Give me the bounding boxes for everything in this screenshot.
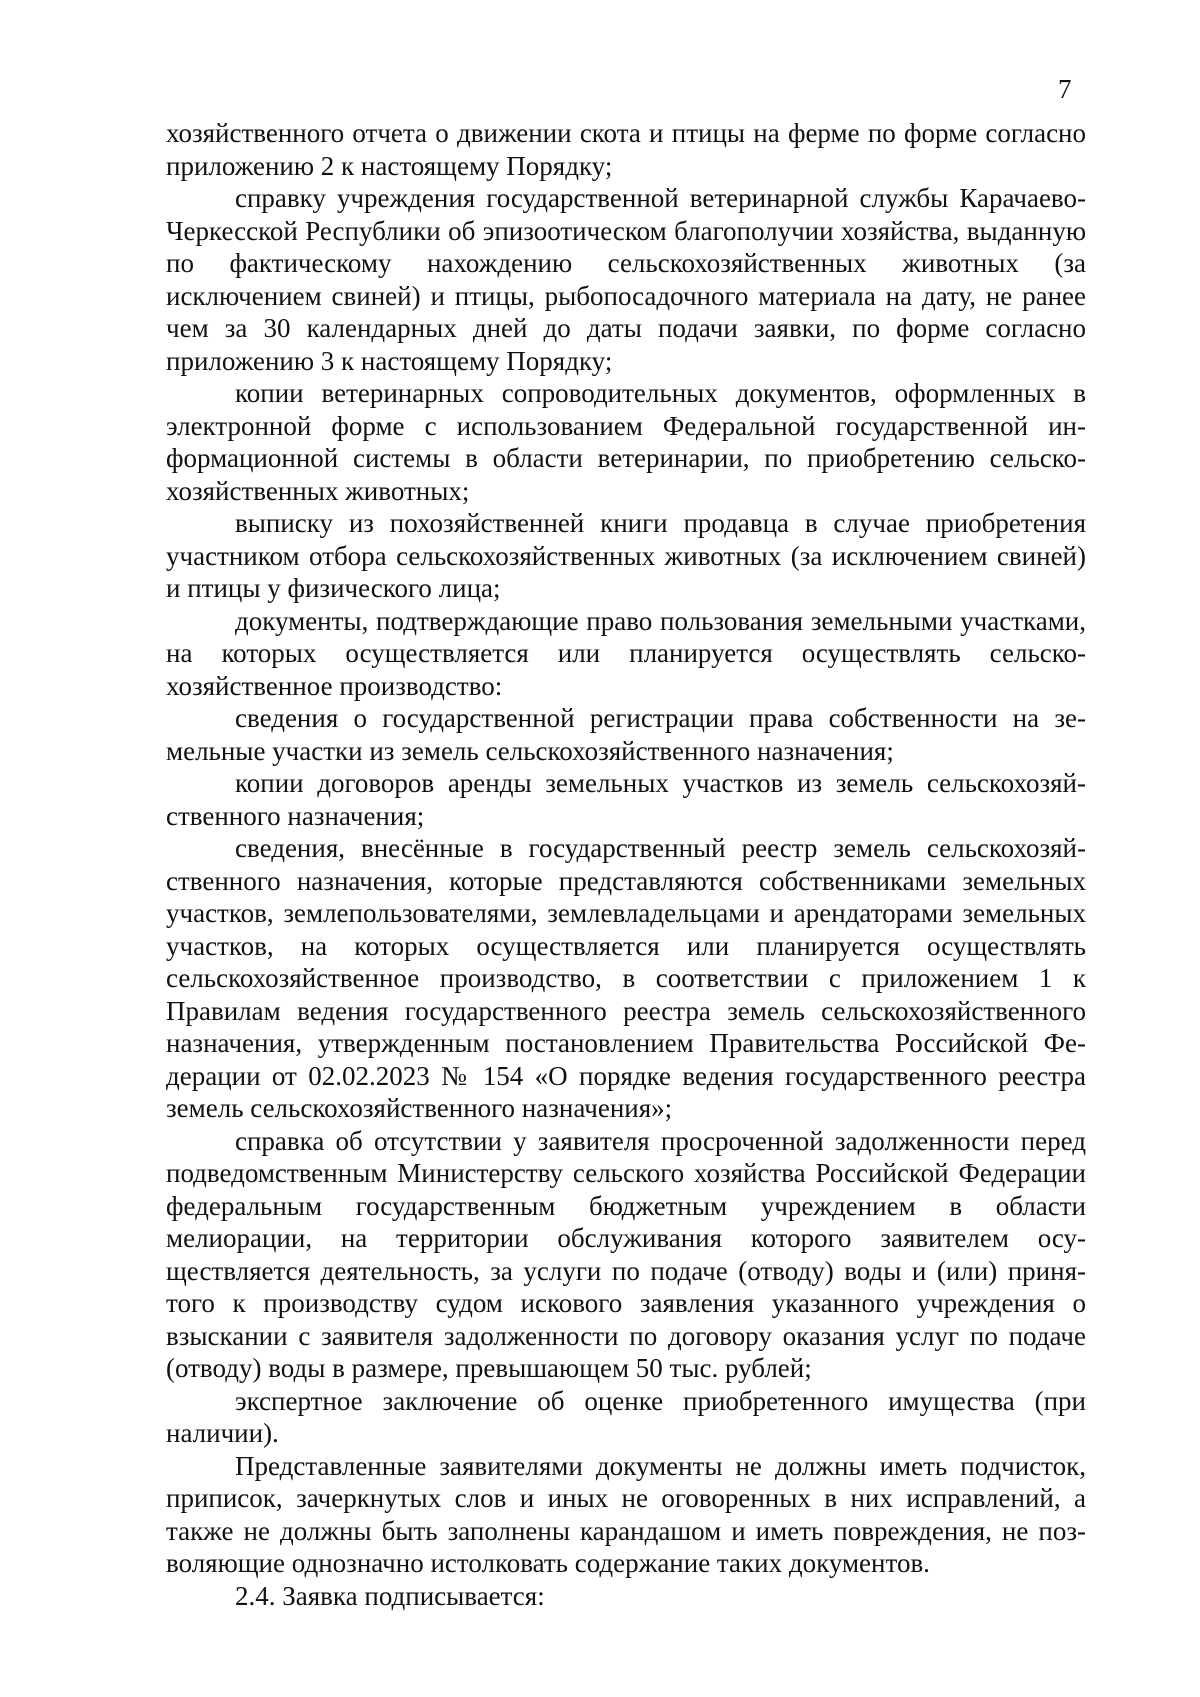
paragraph-land-rights-documents: документы, подтверждающие право пользования земельными участками, на которых осуществляется или планируется осуществлять сельскохозяйственное производство: xyxy=(166,605,1086,701)
paragraph-continuation: хозяйственного отчета о движении скота и птицы на ферме по форме согласно приложению 2 к настоящему Порядку; xyxy=(166,118,1086,181)
paragraph-ownership-registration: сведения о государственной регистрации права собственности на земельные участки из земель сельскохозяйственного назначения; xyxy=(166,703,1086,766)
paragraph-vet-certificate: справку учреждения государственной ветеринарной службы Карачаево-Черкесской Республики об эпизоотическом благополучии хозяйства, выданную по фактическому нахождению сельскохозяйственных животных (за исключением свиней) и птицы, рыбопосадочного материала на дату, не ранее чем за 30 календарных дней до даты подачи заявки, по форме согласно приложению 3 к настоящему Порядку; xyxy=(166,183,1086,376)
paragraph-lease-agreements: копии договоров аренды земельных участков из земель сельскохозяйственного назначения; xyxy=(166,768,1086,831)
paragraph-expert-opinion: экспертное заключение об оценке приобретенного имущества (при наличии). xyxy=(166,1385,1086,1448)
paragraph-household-book-extract: выписку из похозяйственней книги продавца в случае приобретения участником отбора сельскохозяйственных животных (за исключением свиней) и птицы у физического лица; xyxy=(166,508,1086,603)
paragraph-land-registry-info: сведения, внесённые в государственный реестр земель сельскохозяйственного назначения, которые представляются собственниками земельных участков, землепользователями, землевладельцами и арендаторами земельных участков, на которых осуществляется или планируется осуществлять сельскохозяйственное производство, в соответствии с приложением 1 к Правилам ведения государственного реестра земель сельскохозяйственного назначения, утвержденным постановлением Правительства Российской Федерации от 02.02.2023 № 154 «О порядке ведения государственного реестра земель сельскохозяйственного назначения»; xyxy=(166,833,1086,1123)
paragraph-vet-documents: копии ветеринарных сопроводительных документов, оформленных в электронной форме с использованием Федеральной государственной информационной системы в области ветеринарии, по приобретению сельскохозяйственных животных; xyxy=(166,378,1086,506)
paragraph-document-requirements: Представленные заявителями документы не должны иметь подчисток, приписок, зачеркнутых слов и иных не оговоренных в них исправлений, а также не должны быть заполнены карандашом и иметь повреждения, не позволяющие однозначно истолковать содержание таких документов. xyxy=(166,1450,1086,1578)
paragraph-section-2-4: 2.4. Заявка подписывается: xyxy=(235,1580,545,1611)
paragraph-no-debt-certificate: справка об отсутствии у заявителя просроченной задолженности перед подведомственным Министерству сельского хозяйства Российской Федерации федеральным государственным бюджетным учреждением в области мелиорации, на территории обслуживания которого заявителем осуществляется деятельность, за услуги по подаче (отводу) воды и (или) принятого к производству судом искового заявления указанного учреждения о взыскании с заявителя задолженности по договору оказания услуг по подаче (отводу) воды в размере, превышающем 50 тыс. рублей; xyxy=(166,1125,1086,1383)
page-number: 7 xyxy=(1058,74,1072,104)
document-body xyxy=(166,117,1086,1612)
